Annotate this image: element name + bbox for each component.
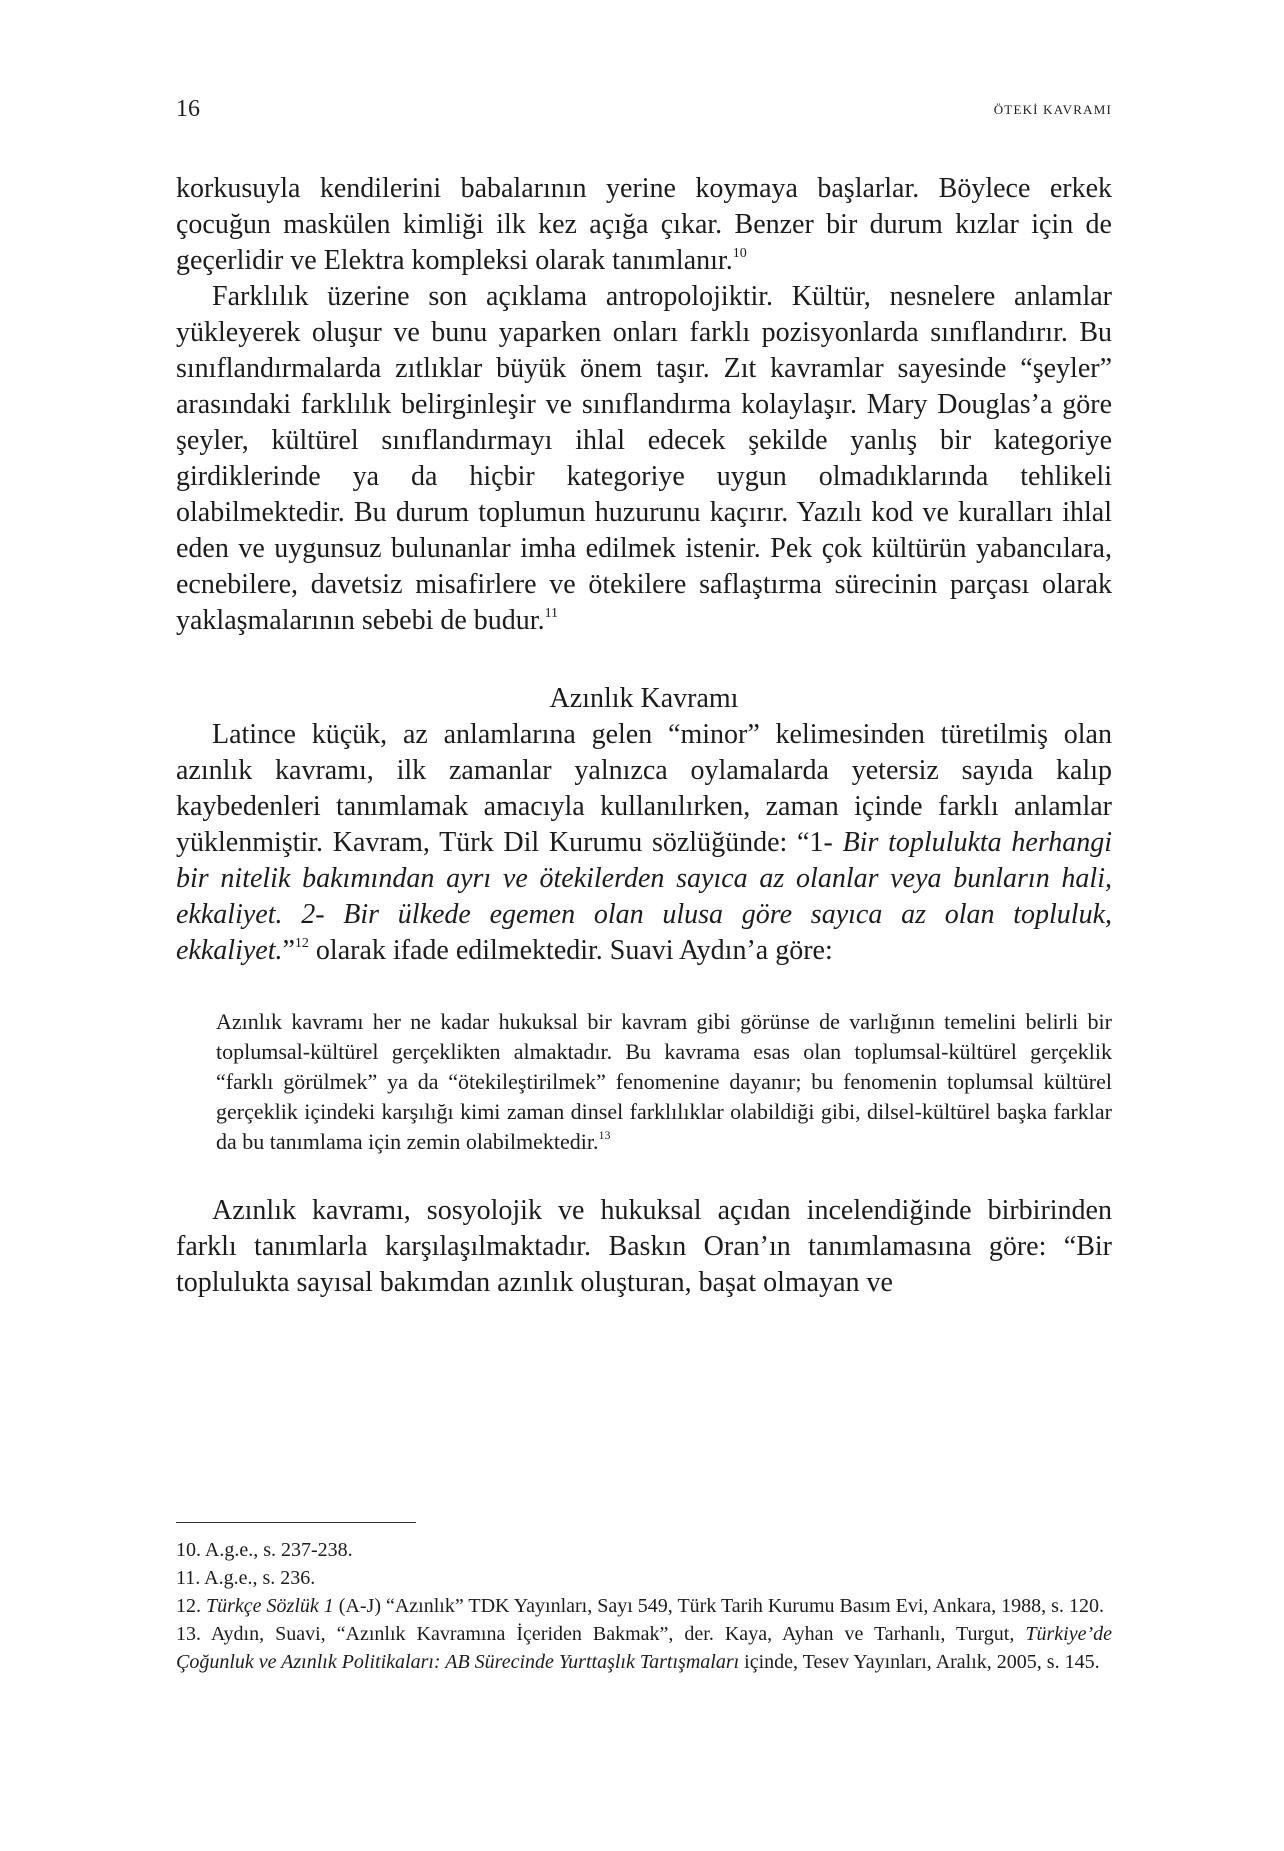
paragraph-3-text-a: Latince küçük, az anlamlarına gelen “minor” kelimesinden türetilmiş olan azınlık kavramı, ilk zamanlar yalnızca oylamalarda yetersiz sayıda kalıp kaybedenleri tanımlamak amacıyla kullanılırken, zaman içinde farklı anlamlar yüklenmiştir. Kavram, Türk Dil Kurumu sözlüğünde: “1- [176, 719, 1112, 858]
footnote-divider [176, 1522, 416, 1523]
footnote-ref-10[interactable]: 10 [732, 246, 747, 261]
footnote-ref-13[interactable]: 13 [598, 1128, 611, 1142]
page-number: 16 [176, 96, 200, 122]
footnote-12-text: (A-J) “Azınlık” TDK Yayınları, Sayı 549, Türk Tarih Kurumu Basım Evi, Ankara, 1988, s. 120. [333, 1595, 1104, 1617]
footnote-ref-11[interactable]: 11 [544, 606, 559, 621]
page-header [176, 96, 1112, 126]
footnote-13-title: Türkiye’de Çoğunluk ve Azınlık Politikaları: AB Sürecinde Yurttaşlık Tartışmaları [176, 1623, 1112, 1673]
section-heading: Azınlık Kavramı [549, 683, 739, 714]
footnote-13 [176, 1620, 1112, 1676]
paragraph-3-text-b: olarak ifade edilmektedir. Suavi Aydın’a göre: [308, 935, 833, 966]
footnotes [176, 1536, 1112, 1676]
footnote-13-text-a: 13. Aydın, Suavi, “Azınlık Kavramına İçeriden Bakmak”, der. Kaya, Ayhan ve Tarhanlı, Turgut, [176, 1623, 1026, 1645]
footnote-10: 10. A.g.e., s. 237-238. [176, 1539, 353, 1561]
paragraph-4: Azınlık kavramı, sosyolojik ve hukuksal açıdan incelendiğinde birbirinden farklı tanımlarla karşılaşılmaktadır. Baskın Oran’ın tanımlamasına göre: “Bir toplulukta sayısal bakımdan azınlık oluşturan, başat olmayan ve [176, 1195, 1112, 1298]
paragraph-3 [176, 717, 1112, 969]
footnote-12 [176, 1592, 1112, 1620]
paragraph-1 [176, 171, 1112, 279]
footnote-ref-12[interactable]: 12 [294, 936, 309, 951]
block-quote-text: Azınlık kavramı her ne kadar hukuksal bir kavram gibi görünse de varlığının temelini belirli bir toplumsal-kültürel gerçeklikten almaktadır. Bu kavrama esas olan toplumsal-kültürel gerçeklik “farklı görülmek” ya da “ötekileştirilmek” fenomenine dayanır; bu fenomenin toplumsal kültürel gerçeklik içindeki karşılığı kimi zaman dinsel farklılıklar olabildiği gibi, dilsel-kültürel başka farklar da bu tanımlama için zemin olabilmektedir. [216, 1009, 1112, 1154]
paragraph-3-definition: Bir toplulukta herhangi bir nitelik bakımından ayrı ve ötekilerden sayıca az olanlar veya bunların hali, ekkaliyet. 2- Bir ülkede egemen olan ulusa göre sayıca az olan topluluk, ekkaliyet. [176, 827, 1113, 966]
running-head: ÖTEKİ KAVRAMI [993, 102, 1112, 117]
paragraph-2 [176, 279, 1112, 639]
main-text [176, 171, 1112, 1301]
paragraph-2-text: Farklılık üzerine son açıklama antropolojiktir. Kültür, nesnelere anlamlar yükleyerek oluşur ve bunu yaparken onları farklı pozisyonlarda sınıflandırır. Bu sınıflandırmalarda zıtlıklar büyük önem taşır. Zıt kavramlar sayesinde “şeyler” arasındaki farklılık belirginleşir ve sınıflandırma kolaylaşır. Mary Douglas’a göre şeyler, kültürel sınıflandırmayı ihlal edecek şekilde yanlış bir kategoriye girdiklerinde ya da hiçbir kategoriye uygun olmadıklarında tehlikeli olabilmektedir. Bu durum toplumun huzurunu kaçırır. Yazılı kod ve kuralları ihlal eden ve uygunsuz bulunanlar imha edilmek istenir. Pek çok kültürün yabancılara, ecnebilere, davetsiz misafirlere ve ötekilere saflaştırma sürecinin parçası olarak yaklaşmalarının sebebi de budur. [176, 281, 1112, 636]
footnote-12-title: Türkçe Sözlük 1 [206, 1595, 334, 1617]
paragraph-3-quote-close: ” [282, 935, 295, 966]
block-quote [216, 1007, 1112, 1157]
footnote-12-number: 12. [176, 1595, 206, 1617]
paragraph-1-text: korkusuyla kendilerini babalarının yerine koymaya başlarlar. Böylece erkek çocuğun maskülen kimliği ilk kez açığa çıkar. Benzer bir durum kızlar için de geçerlidir ve Elektra kompleksi olarak tanımlanır. [176, 173, 1112, 276]
footnote-13-text-b: içinde, Tesev Yayınları, Aralık, 2005, s. 145. [739, 1651, 1100, 1673]
footnote-11: 11. A.g.e., s. 236. [176, 1567, 316, 1589]
